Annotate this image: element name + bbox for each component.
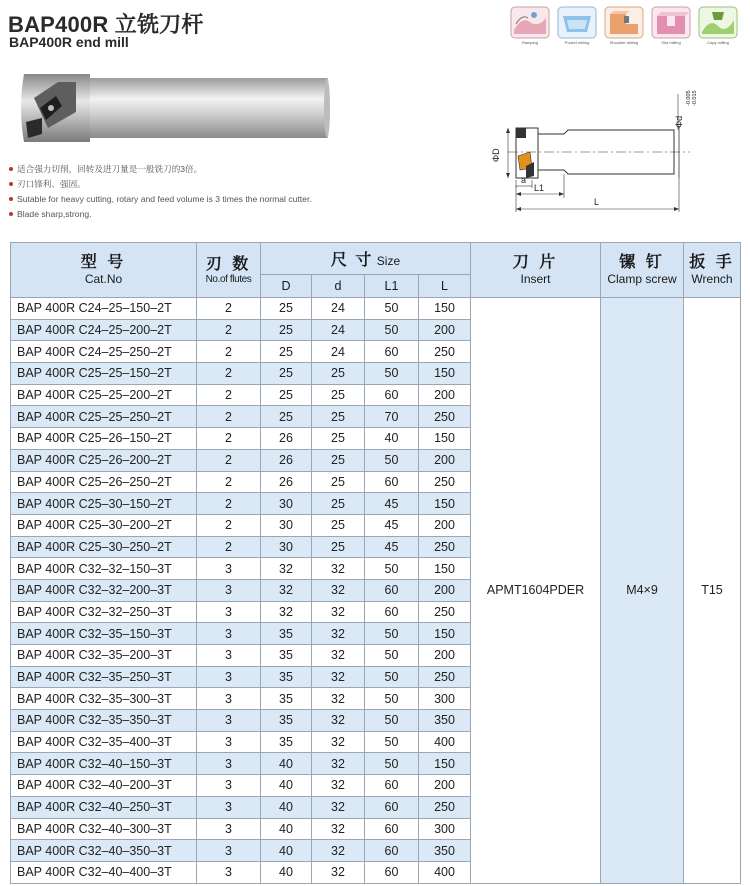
L-cell: 150 [419, 363, 471, 385]
d-cell: 32 [312, 731, 365, 753]
L-cell: 200 [419, 449, 471, 471]
flutes-cell: 2 [197, 536, 261, 558]
application-icons [510, 6, 738, 45]
drawing-a-label: a [521, 175, 527, 185]
d-cell: 25 [312, 471, 365, 493]
header-insert-cn: 刀 片 [512, 254, 559, 271]
header-insert-en: Insert [520, 272, 551, 286]
header-flutes [197, 243, 261, 298]
cat-no-cell: BAP 400R C32–40–250–3T [11, 796, 197, 818]
cat-no-cell: BAP 400R C25–26–200–2T [11, 449, 197, 471]
ramping-label: Ramping [521, 40, 538, 45]
L-cell: 350 [419, 710, 471, 732]
pocket-milling-icon [557, 6, 597, 45]
L1-cell: 50 [365, 688, 419, 710]
drawing-L-label: L [594, 197, 600, 207]
header-wrench [684, 243, 741, 298]
L1-cell: 50 [365, 298, 419, 320]
L1-cell: 60 [365, 861, 419, 883]
D-cell: 25 [261, 406, 312, 428]
flutes-cell: 3 [197, 579, 261, 601]
d-cell: 32 [312, 601, 365, 623]
D-cell: 40 [261, 775, 312, 797]
header-L: L [419, 275, 471, 298]
flutes-cell: 3 [197, 818, 261, 840]
flutes-cell: 2 [197, 319, 261, 341]
D-cell: 35 [261, 623, 312, 645]
cat-no-cell: BAP 400R C32–40–350–3T [11, 840, 197, 862]
cat-no-cell: BAP 400R C24–25–250–2T [11, 341, 197, 363]
cat-no-cell: BAP 400R C25–26–150–2T [11, 428, 197, 450]
dimension-drawing [468, 82, 720, 221]
header-size-cn: 尺 寸 [330, 252, 374, 269]
header-D: D [261, 275, 312, 298]
cat-no-cell: BAP 400R C32–40–150–3T [11, 753, 197, 775]
L1-cell: 50 [365, 449, 419, 471]
d-cell: 32 [312, 753, 365, 775]
drawing-D-label: ΦD [491, 148, 501, 162]
cat-no-cell: BAP 400R C25–30–200–2T [11, 514, 197, 536]
header-flutes-en: No.of flutes [205, 273, 252, 285]
D-cell: 25 [261, 363, 312, 385]
D-cell: 32 [261, 601, 312, 623]
cat-no-cell: BAP 400R C32–40–200–3T [11, 775, 197, 797]
pocket-milling-label: Pocket milling [564, 40, 590, 45]
L1-cell: 50 [365, 666, 419, 688]
flutes-cell: 3 [197, 666, 261, 688]
L1-cell: 50 [365, 710, 419, 732]
header-d: d [312, 275, 365, 298]
D-cell: 25 [261, 298, 312, 320]
flutes-cell: 2 [197, 428, 261, 450]
d-cell: 32 [312, 623, 365, 645]
flutes-cell: 2 [197, 406, 261, 428]
d-cell: 32 [312, 558, 365, 580]
feature-text: Blade sharp,strong. [17, 209, 92, 219]
flutes-cell: 2 [197, 449, 261, 471]
L1-cell: 50 [365, 363, 419, 385]
d-cell: 32 [312, 579, 365, 601]
d-cell: 32 [312, 666, 365, 688]
L-cell: 150 [419, 558, 471, 580]
L1-cell: 50 [365, 623, 419, 645]
L-cell: 150 [419, 623, 471, 645]
L1-cell: 50 [365, 558, 419, 580]
wrench-cell: T15 [684, 298, 741, 884]
flutes-cell: 2 [197, 493, 261, 515]
header-cat-no [11, 243, 197, 298]
flutes-cell: 3 [197, 753, 261, 775]
d-cell: 32 [312, 840, 365, 862]
L-cell: 300 [419, 688, 471, 710]
flutes-cell: 2 [197, 384, 261, 406]
flutes-cell: 3 [197, 601, 261, 623]
bullet-icon [9, 167, 13, 171]
d-cell: 25 [312, 449, 365, 471]
D-cell: 32 [261, 558, 312, 580]
L-cell: 250 [419, 796, 471, 818]
d-cell: 25 [312, 363, 365, 385]
d-cell: 24 [312, 319, 365, 341]
d-cell: 24 [312, 298, 365, 320]
cat-no-cell: BAP 400R C32–32–150–3T [11, 558, 197, 580]
table-row [11, 298, 741, 320]
D-cell: 35 [261, 710, 312, 732]
flutes-cell: 3 [197, 688, 261, 710]
cat-no-cell: BAP 400R C32–35–300–3T [11, 688, 197, 710]
cat-no-cell: BAP 400R C25–25–150–2T [11, 363, 197, 385]
feature-list [9, 162, 312, 222]
L1-cell: 45 [365, 514, 419, 536]
copy-milling-label: Copy milling [707, 40, 729, 45]
slot-milling-label: Slot milling [661, 40, 681, 45]
L-cell: 150 [419, 753, 471, 775]
d-cell: 25 [312, 536, 365, 558]
d-cell: 32 [312, 818, 365, 840]
feature-text: 适合强力切削，回转及进刀量是一般铣刀的3倍。 [17, 164, 203, 174]
cat-no-cell: BAP 400R C32–35–350–3T [11, 710, 197, 732]
flutes-cell: 3 [197, 775, 261, 797]
shoulder-milling-icon [604, 6, 644, 45]
L1-cell: 60 [365, 775, 419, 797]
D-cell: 40 [261, 753, 312, 775]
end-mill-photo [18, 68, 330, 159]
header-wrench-cn: 扳 手 [689, 254, 735, 271]
spec-table [10, 242, 741, 884]
D-cell: 30 [261, 536, 312, 558]
cat-no-cell: BAP 400R C24–25–200–2T [11, 319, 197, 341]
D-cell: 26 [261, 449, 312, 471]
feature-item [9, 162, 312, 177]
L-cell: 300 [419, 818, 471, 840]
d-cell: 32 [312, 710, 365, 732]
D-cell: 35 [261, 645, 312, 667]
clamp-screw-cell: M4×9 [601, 298, 684, 884]
feature-item [9, 207, 312, 222]
drawing-d-tol-upper: -0.005 [686, 90, 692, 106]
L-cell: 200 [419, 384, 471, 406]
flutes-cell: 3 [197, 840, 261, 862]
drawing-L1-label: L1 [534, 183, 545, 193]
header-L1: L1 [365, 275, 419, 298]
L-cell: 250 [419, 666, 471, 688]
D-cell: 30 [261, 514, 312, 536]
d-cell: 32 [312, 688, 365, 710]
cat-no-cell: BAP 400R C32–32–250–3T [11, 601, 197, 623]
page-subtitle: BAP400R end mill [9, 34, 129, 50]
feature-text: Sutable for heavy cutting, rotary and feed volume is 3 times the normal cutter. [17, 194, 312, 204]
header-wrench-en: Wrench [691, 272, 733, 286]
cat-no-cell: BAP 400R C25–25–200–2T [11, 384, 197, 406]
flutes-cell: 3 [197, 710, 261, 732]
header-clamp-screw [601, 243, 684, 298]
L-cell: 200 [419, 645, 471, 667]
cat-no-cell: BAP 400R C25–25–250–2T [11, 406, 197, 428]
feature-item [9, 177, 312, 192]
header-screw-cn: 镙 钉 [619, 254, 665, 271]
L-cell: 200 [419, 514, 471, 536]
L-cell: 250 [419, 536, 471, 558]
L-cell: 200 [419, 579, 471, 601]
copy-milling-icon [698, 6, 738, 45]
flutes-cell: 3 [197, 645, 261, 667]
flutes-cell: 2 [197, 298, 261, 320]
L-cell: 200 [419, 775, 471, 797]
L1-cell: 40 [365, 428, 419, 450]
header-cat-cn: 型 号 [80, 254, 127, 271]
D-cell: 25 [261, 341, 312, 363]
d-cell: 25 [312, 514, 365, 536]
drawing-d-tol-lower: -0.015 [692, 90, 698, 106]
L1-cell: 60 [365, 579, 419, 601]
L-cell: 250 [419, 406, 471, 428]
L1-cell: 60 [365, 341, 419, 363]
bullet-icon [9, 182, 13, 186]
L-cell: 150 [419, 298, 471, 320]
flutes-cell: 2 [197, 341, 261, 363]
cat-no-cell: BAP 400R C32–40–300–3T [11, 818, 197, 840]
slot-milling-icon [651, 6, 691, 45]
flutes-cell: 2 [197, 471, 261, 493]
d-cell: 25 [312, 384, 365, 406]
L-cell: 250 [419, 341, 471, 363]
feature-text: 刃口锋利、强固。 [17, 179, 86, 189]
D-cell: 35 [261, 688, 312, 710]
cat-no-cell: BAP 400R C32–35–400–3T [11, 731, 197, 753]
D-cell: 26 [261, 428, 312, 450]
flutes-cell: 3 [197, 796, 261, 818]
L1-cell: 50 [365, 319, 419, 341]
L-cell: 400 [419, 731, 471, 753]
d-cell: 25 [312, 428, 365, 450]
L1-cell: 70 [365, 406, 419, 428]
D-cell: 30 [261, 493, 312, 515]
header-flutes-cn: 刃 数 [205, 255, 252, 273]
drawing-d-label: Φd [674, 115, 684, 128]
L1-cell: 50 [365, 753, 419, 775]
L1-cell: 45 [365, 536, 419, 558]
L-cell: 150 [419, 493, 471, 515]
header-size-en: Size [376, 254, 401, 268]
ramping-icon [510, 6, 550, 45]
D-cell: 25 [261, 384, 312, 406]
flutes-cell: 3 [197, 861, 261, 883]
cat-no-cell: BAP 400R C32–35–250–3T [11, 666, 197, 688]
L-cell: 250 [419, 601, 471, 623]
L-cell: 200 [419, 319, 471, 341]
shoulder-milling-label: Shoulder milling [609, 40, 639, 45]
L1-cell: 60 [365, 840, 419, 862]
header-size [261, 243, 471, 275]
d-cell: 32 [312, 645, 365, 667]
bullet-icon [9, 197, 13, 201]
cat-no-cell: BAP 400R C32–40–400–3T [11, 861, 197, 883]
D-cell: 40 [261, 796, 312, 818]
cat-no-cell: BAP 400R C25–30–150–2T [11, 493, 197, 515]
D-cell: 35 [261, 666, 312, 688]
L-cell: 400 [419, 861, 471, 883]
L1-cell: 50 [365, 645, 419, 667]
L1-cell: 60 [365, 818, 419, 840]
L1-cell: 60 [365, 471, 419, 493]
d-cell: 32 [312, 861, 365, 883]
flutes-cell: 2 [197, 363, 261, 385]
cat-no-cell: BAP 400R C32–35–150–3T [11, 623, 197, 645]
L-cell: 350 [419, 840, 471, 862]
flutes-cell: 3 [197, 623, 261, 645]
header-insert [471, 243, 601, 298]
cat-no-cell: BAP 400R C32–35–200–3T [11, 645, 197, 667]
L1-cell: 50 [365, 731, 419, 753]
cat-no-cell: BAP 400R C32–32–200–3T [11, 579, 197, 601]
D-cell: 35 [261, 731, 312, 753]
feature-item [9, 192, 312, 207]
cat-no-cell: BAP 400R C25–26–250–2T [11, 471, 197, 493]
insert-cell: APMT1604PDER [471, 298, 601, 884]
L1-cell: 45 [365, 493, 419, 515]
page-title: BAP400R 立铣刀杆 [8, 12, 204, 37]
L-cell: 250 [419, 471, 471, 493]
d-cell: 24 [312, 341, 365, 363]
D-cell: 26 [261, 471, 312, 493]
flutes-cell: 2 [197, 514, 261, 536]
header-cat-en: Cat.No [84, 272, 123, 286]
D-cell: 40 [261, 861, 312, 883]
d-cell: 32 [312, 775, 365, 797]
L1-cell: 60 [365, 384, 419, 406]
d-cell: 32 [312, 796, 365, 818]
flutes-cell: 3 [197, 731, 261, 753]
bullet-icon [9, 212, 13, 216]
D-cell: 40 [261, 818, 312, 840]
cat-no-cell: BAP 400R C24–25–150–2T [11, 298, 197, 320]
D-cell: 32 [261, 579, 312, 601]
d-cell: 25 [312, 406, 365, 428]
D-cell: 25 [261, 319, 312, 341]
cat-no-cell: BAP 400R C25–30–250–2T [11, 536, 197, 558]
d-cell: 25 [312, 493, 365, 515]
header-screw-en: Clamp screw [607, 272, 677, 286]
L-cell: 150 [419, 428, 471, 450]
flutes-cell: 3 [197, 558, 261, 580]
D-cell: 40 [261, 840, 312, 862]
L1-cell: 60 [365, 601, 419, 623]
L1-cell: 60 [365, 796, 419, 818]
